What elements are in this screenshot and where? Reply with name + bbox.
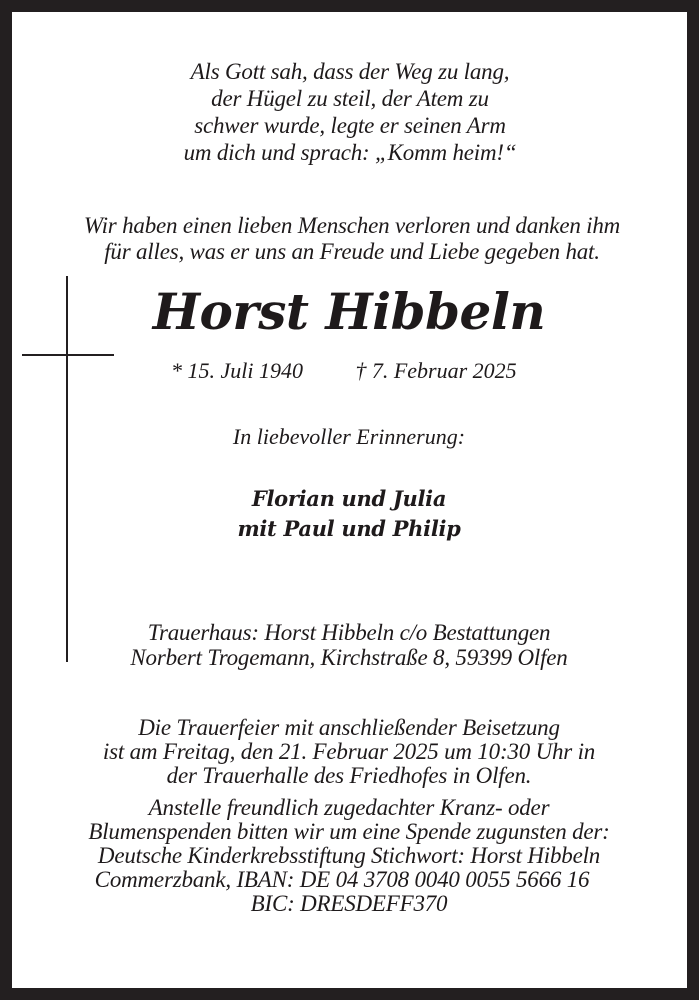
death-date: † 7. Februar 2025 bbox=[355, 358, 517, 383]
funeral-line: Die Trauerfeier mit anschließender Beisetzung bbox=[138, 715, 560, 740]
deceased-name: Horst Hibbeln bbox=[152, 282, 546, 341]
funeral-line: ist am Freitag, den 21. Februar 2025 um 10:30 Uhr in bbox=[102, 739, 596, 764]
cross-icon-horizontal bbox=[22, 354, 114, 356]
intro-line: für alles, was er uns an Freude und Liebe gegeben hat. bbox=[104, 239, 600, 264]
cross-icon-vertical bbox=[66, 276, 68, 662]
bank-iban-line: Commerzbank, IBAN: DE 04 3708 0040 0055 5666 16 bbox=[94, 867, 590, 892]
poem-line: schwer wurde, legte er seinen Arm bbox=[194, 113, 506, 138]
poem-line: um dich und sprach: „Komm heim!“ bbox=[183, 140, 517, 165]
bank-bic-line: BIC: DRESDEFF370 bbox=[250, 891, 448, 916]
funeral-line: der Trauerhalle des Friedhofes in Olfen. bbox=[166, 763, 532, 788]
birth-date: * 15. Juli 1940 bbox=[171, 358, 303, 383]
intro-line: Wir haben einen lieben Menschen verloren und danken ihm bbox=[83, 213, 621, 238]
memorial-heading: In liebevoller Erinnerung: bbox=[232, 424, 466, 449]
obituary-notice bbox=[12, 12, 687, 988]
mourning-house-line: Trauerhaus: Horst Hibbeln c/o Bestattungen bbox=[147, 620, 551, 645]
donation-line: Deutsche Kinderkrebsstiftung Stichwort: Horst Hibbeln bbox=[97, 843, 601, 868]
mourner-line: Florian und Julia bbox=[251, 486, 447, 511]
poem-line: der Hügel zu steil, der Atem zu bbox=[211, 86, 489, 111]
poem-line: Als Gott sah, dass der Weg zu lang, bbox=[190, 59, 510, 84]
donation-line: Anstelle freundlich zugedachter Kranz- oder bbox=[148, 795, 550, 820]
donation-line: Blumenspenden bitten wir um eine Spende zugunsten der: bbox=[88, 819, 610, 844]
mourning-house-line: Norbert Trogemann, Kirchstraße 8, 59399 Olfen bbox=[130, 645, 568, 670]
mourner-line: mit Paul und Philip bbox=[237, 516, 461, 541]
